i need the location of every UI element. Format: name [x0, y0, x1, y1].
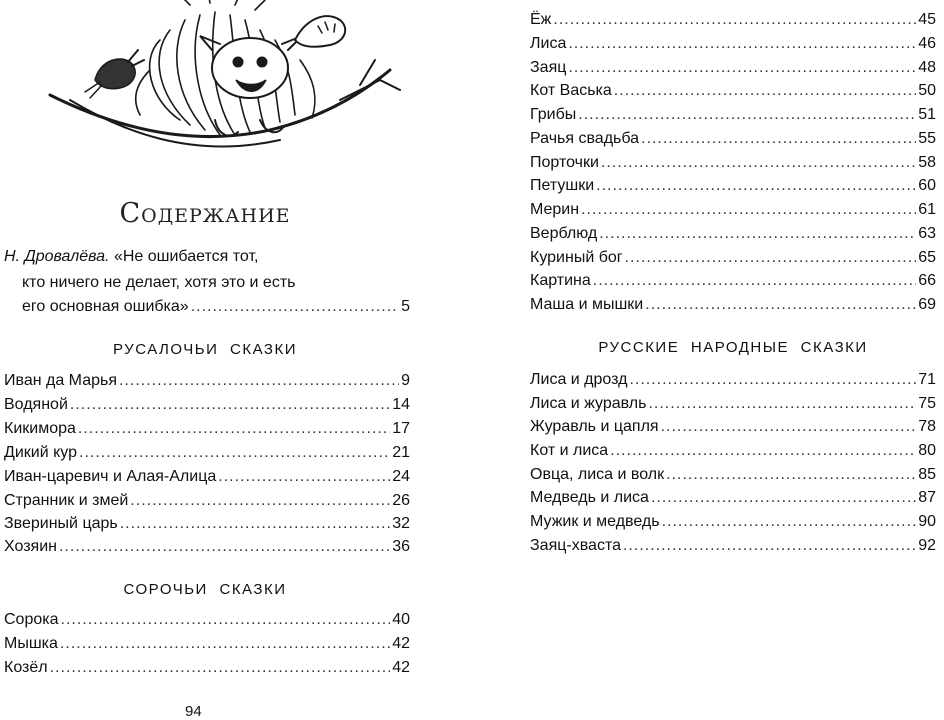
entry-page: 75	[918, 395, 936, 412]
dot-leader	[629, 369, 916, 391]
intro-entry[interactable]	[4, 244, 410, 296]
entry-page: 55	[918, 130, 936, 147]
entry-page: 17	[392, 420, 410, 437]
entry-title: Медведь и лиса	[530, 489, 649, 506]
intro-line-1: «Не ошибается тот,	[113, 248, 259, 265]
entry-title: Мерин	[530, 201, 580, 218]
entry-page: 85	[918, 466, 936, 483]
entry-title: Грибы	[530, 106, 577, 123]
dot-leader	[610, 440, 916, 462]
dot-leader	[648, 393, 916, 415]
toc-entry[interactable]	[4, 466, 410, 488]
dot-leader	[61, 609, 391, 631]
entry-page: 60	[918, 177, 936, 194]
page-number: 94	[185, 703, 202, 720]
dot-leader	[641, 128, 916, 150]
dot-leader	[625, 247, 917, 269]
entry-title: Кикимора	[4, 420, 76, 437]
entry-page: 51	[918, 106, 936, 123]
entry-page: 69	[918, 296, 936, 313]
intro-line-3-row[interactable]	[4, 296, 410, 318]
entry-title: Куриный бог	[530, 249, 623, 266]
dot-leader	[581, 199, 916, 221]
toc-entry[interactable]	[530, 152, 936, 174]
section-heading-rusalochi: РУСАЛОЧЬИ СКАЗКИ	[113, 341, 297, 358]
toc-entry[interactable]	[530, 464, 936, 486]
toc-entry[interactable]	[530, 393, 936, 415]
entry-title: Лиса и журавль	[530, 395, 647, 412]
entry-title: Петушки	[530, 177, 595, 194]
entry-title: Картина	[530, 272, 591, 289]
dot-leader	[119, 370, 399, 392]
entry-page: 50	[918, 82, 936, 99]
dot-leader	[553, 9, 916, 31]
dot-leader	[191, 296, 399, 318]
entry-page: 61	[918, 201, 936, 218]
entry-title: Звериный царь	[4, 515, 118, 532]
dot-leader	[661, 416, 917, 438]
entry-title: Маша и мышки	[530, 296, 644, 313]
dot-leader	[614, 80, 916, 102]
dot-leader	[50, 657, 391, 679]
dot-leader	[130, 490, 390, 512]
entry-title: Кот Васька	[530, 82, 612, 99]
entry-title: Заяц-хваста	[530, 537, 621, 554]
entry-page: 58	[918, 154, 936, 171]
entry-page: 9	[401, 372, 410, 389]
dot-leader	[70, 394, 390, 416]
entry-page: 92	[918, 537, 936, 554]
dot-leader	[120, 513, 390, 535]
entry-title: Дикий кур	[4, 444, 77, 461]
toc-entry[interactable]	[530, 247, 936, 269]
entry-page: 90	[918, 513, 936, 530]
entry-title: Лиса и дрозд	[530, 371, 628, 388]
toc-entry[interactable]	[530, 369, 936, 391]
entry-title: Мужик и медведь	[530, 513, 660, 530]
intro-page: 5	[401, 298, 410, 315]
toc-entry[interactable]	[530, 9, 936, 31]
dot-leader	[568, 57, 916, 79]
toc-entry[interactable]	[4, 657, 410, 679]
entry-page: 32	[392, 515, 410, 532]
toc-entry[interactable]	[530, 199, 936, 221]
shaggy-animal-illustration-icon	[40, 0, 420, 165]
entry-page: 14	[392, 396, 410, 413]
entry-title: Водяной	[4, 396, 68, 413]
entry-title: Овца, лиса и волк	[530, 466, 665, 483]
toc-entry[interactable]	[4, 418, 410, 440]
dot-leader	[59, 536, 390, 558]
dot-leader	[596, 175, 916, 197]
toc-entry[interactable]	[530, 440, 936, 462]
toc-entry[interactable]	[530, 175, 936, 197]
entry-page: 36	[392, 538, 410, 555]
entry-page: 80	[918, 442, 936, 459]
toc-entry[interactable]	[530, 270, 936, 292]
entry-page: 45	[918, 11, 936, 28]
entry-page: 65	[918, 249, 936, 266]
toc-entry[interactable]	[530, 511, 936, 533]
entry-page: 48	[918, 59, 936, 76]
entry-page: 46	[918, 35, 936, 52]
dot-leader	[79, 442, 390, 464]
entry-title: Мышка	[4, 635, 58, 652]
toc-entry[interactable]	[4, 490, 410, 512]
dot-leader	[645, 294, 916, 316]
entry-page: 63	[918, 225, 936, 242]
dot-leader	[578, 104, 916, 126]
entry-title: Сорока	[4, 611, 59, 628]
entry-page: 78	[918, 418, 936, 435]
entry-title: Верблюд	[530, 225, 598, 242]
dot-leader	[218, 466, 390, 488]
entry-title: Странник и змей	[4, 492, 129, 509]
toc-entry[interactable]	[4, 633, 410, 655]
toc-entry[interactable]	[530, 487, 936, 509]
toc-entry[interactable]	[530, 223, 936, 245]
dot-leader	[623, 535, 916, 557]
dot-leader	[568, 33, 916, 55]
toc-entry[interactable]	[530, 535, 936, 557]
dot-leader	[593, 270, 916, 292]
intro-line-3: его основная ошибка»	[22, 298, 189, 315]
entry-title: Ёж	[530, 11, 552, 28]
entry-title: Заяц	[530, 59, 567, 76]
intro-line-2: кто ничего не делает, хотя это и есть	[22, 274, 296, 291]
entry-page: 87	[918, 489, 936, 506]
entry-page: 24	[392, 468, 410, 485]
toc-entry[interactable]	[4, 370, 410, 392]
entry-page: 66	[918, 272, 936, 289]
entry-title: Лиса	[530, 35, 567, 52]
toc-entry[interactable]	[530, 416, 936, 438]
section-heading-russkie: РУССКИЕ НАРОДНЫЕ СКАЗКИ	[598, 339, 868, 356]
toc-entry[interactable]	[4, 442, 410, 464]
page-title: Содержание	[119, 198, 291, 229]
entry-title: Рачья свадьба	[530, 130, 640, 147]
toc-entry[interactable]	[530, 128, 936, 150]
entry-page: 26	[392, 492, 410, 509]
entry-title: Хозяин	[4, 538, 57, 555]
dot-leader	[78, 418, 390, 440]
entry-title: Козёл	[4, 659, 48, 676]
dot-leader	[666, 464, 916, 486]
dot-leader	[599, 223, 916, 245]
toc-entry[interactable]	[530, 80, 936, 102]
entry-title: Иван-царевич и Алая-Алица	[4, 468, 217, 485]
entry-title: Кот и лиса	[530, 442, 609, 459]
toc-entry[interactable]	[4, 609, 410, 631]
dot-leader	[662, 511, 917, 533]
toc-entry[interactable]	[4, 513, 410, 535]
toc-entry[interactable]	[530, 294, 936, 316]
toc-entry[interactable]	[530, 104, 936, 126]
entry-title: Журавль и цапля	[530, 418, 659, 435]
dot-leader	[60, 633, 390, 655]
dot-leader	[651, 487, 916, 509]
entry-page: 40	[392, 611, 410, 628]
toc-entry[interactable]	[530, 33, 936, 55]
entry-page: 42	[392, 635, 410, 652]
section-heading-sorochi: СОРОЧЬИ СКАЗКИ	[123, 581, 287, 598]
entry-title: Иван да Марья	[4, 372, 117, 389]
right-page	[472, 0, 944, 720]
entry-page: 21	[392, 444, 410, 461]
toc-entry[interactable]	[4, 536, 410, 558]
entry-page: 71	[918, 371, 936, 388]
entry-page: 42	[392, 659, 410, 676]
toc-entry[interactable]	[530, 57, 936, 79]
entry-title: Порточки	[530, 154, 599, 171]
toc-entry[interactable]	[4, 394, 410, 416]
dot-leader	[601, 152, 916, 174]
intro-author: Н. Дровалёва.	[4, 248, 110, 265]
